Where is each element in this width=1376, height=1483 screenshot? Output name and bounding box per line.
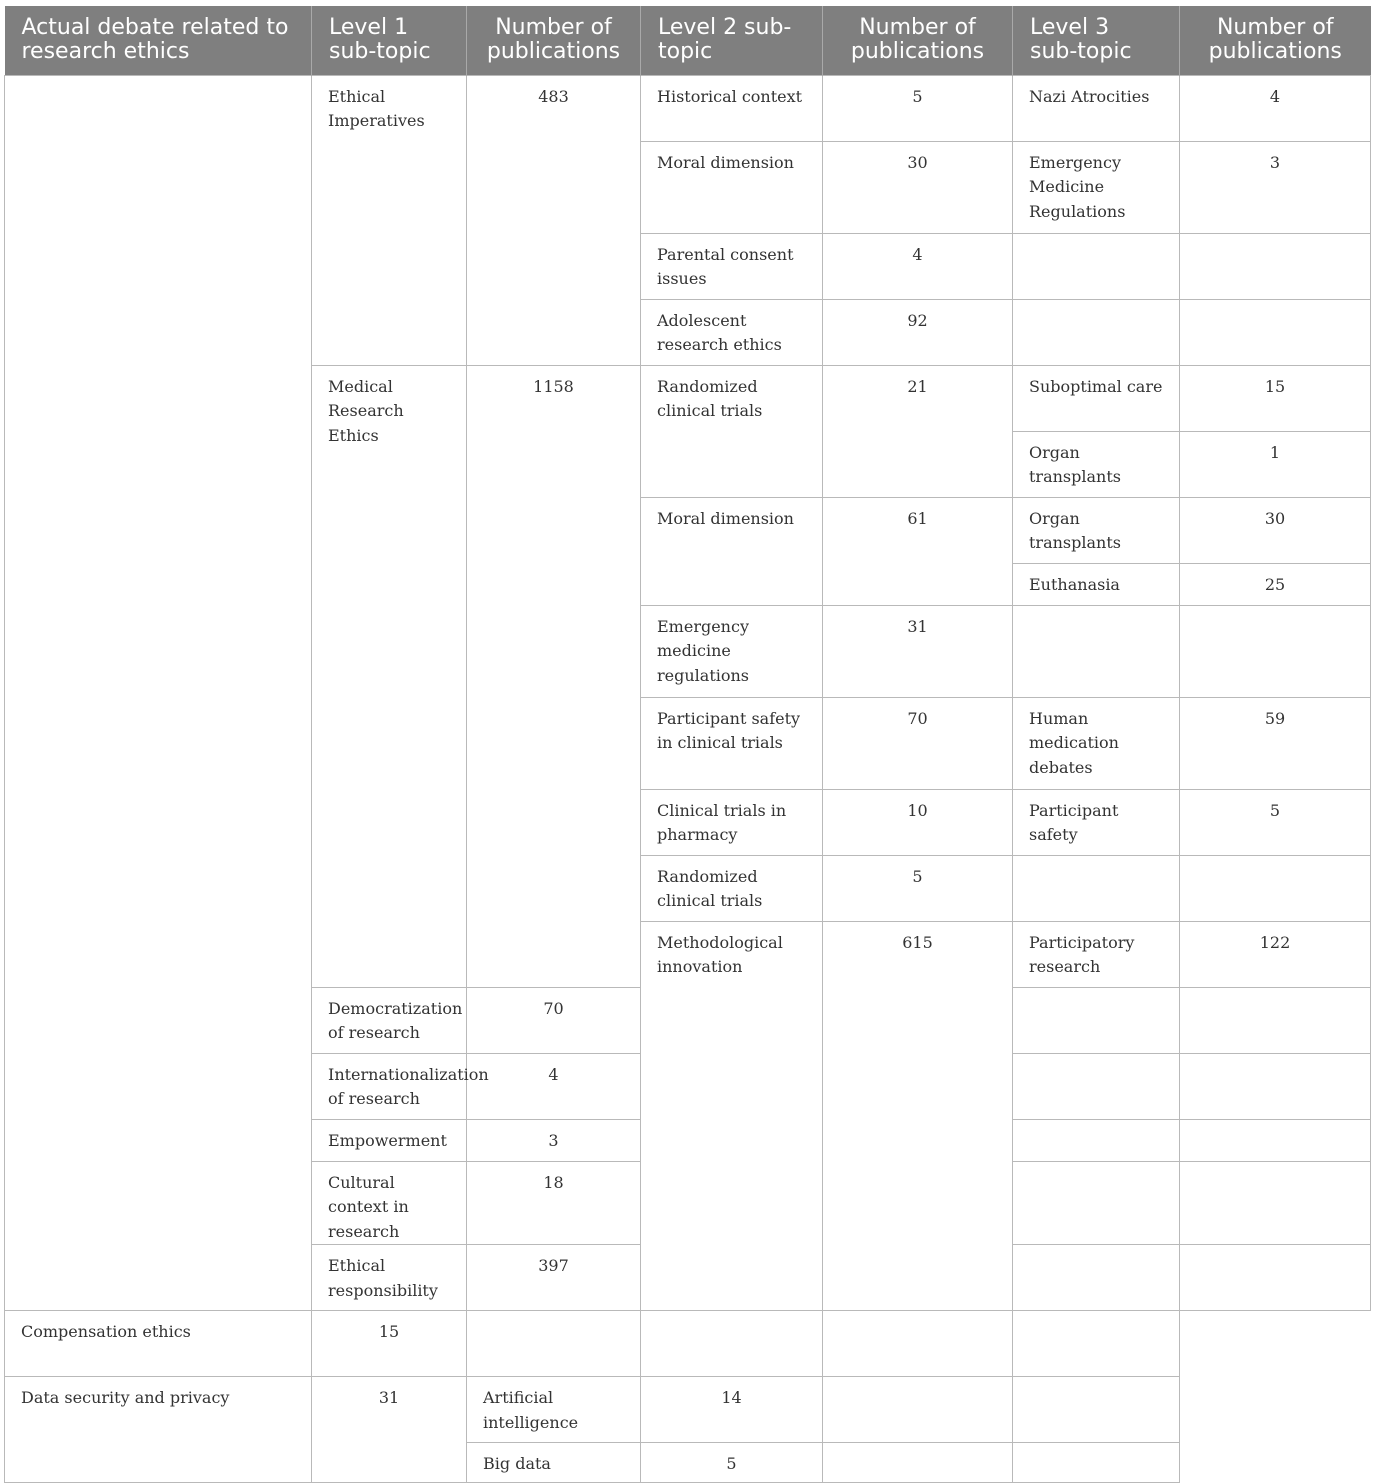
level3-count-empty bbox=[1180, 987, 1371, 1053]
level1-count: 483 bbox=[467, 75, 641, 365]
level2-topic: Democratization of research bbox=[312, 987, 467, 1053]
level3-count-empty bbox=[1180, 1245, 1371, 1311]
level2-topic: Clinical trials in pharmacy bbox=[641, 789, 823, 855]
header-level2: Level 2 sub-topic bbox=[641, 6, 823, 75]
level2-topic: Empowerment bbox=[312, 1119, 467, 1161]
level3-count: 25 bbox=[1180, 563, 1371, 605]
header-count1: Number of publications bbox=[467, 6, 641, 75]
level3-topic: Organ transplants bbox=[1013, 431, 1180, 497]
table-row bbox=[5, 1311, 1371, 1377]
level3-count: 3 bbox=[1180, 141, 1371, 233]
level2-count: 10 bbox=[823, 789, 1013, 855]
level3-count: 30 bbox=[1180, 497, 1371, 563]
level1-topic: Compensation ethics bbox=[5, 1311, 312, 1377]
level3-count-empty bbox=[1013, 1311, 1180, 1377]
level2-count: 5 bbox=[823, 855, 1013, 921]
level2-topic: Big data bbox=[467, 1443, 641, 1483]
level3-topic: Participant safety bbox=[1013, 789, 1180, 855]
level2-count: 70 bbox=[467, 987, 641, 1053]
level1-count: 1158 bbox=[467, 365, 641, 987]
research-ethics-table bbox=[4, 6, 1371, 1483]
table-row bbox=[5, 1377, 1371, 1443]
level1-count: 15 bbox=[312, 1311, 467, 1377]
level2-topic: Emergency medicine regulations bbox=[641, 605, 823, 697]
level2-topic: Moral dimension bbox=[641, 497, 823, 605]
level3-count-empty bbox=[1180, 299, 1371, 365]
header-level3: Level 3 sub-topic bbox=[1013, 6, 1180, 75]
header-debate: Actual debate related to research ethics bbox=[5, 6, 312, 75]
level2-topic: Cultural context in research bbox=[312, 1161, 467, 1245]
level2-topic: Ethical responsibility bbox=[312, 1245, 467, 1311]
level2-empty bbox=[467, 1311, 641, 1377]
level3-count-empty bbox=[1180, 233, 1371, 299]
level3-empty bbox=[823, 1377, 1013, 1443]
level2-count: 122 bbox=[1180, 921, 1371, 987]
level1-topic: Methodological innovation bbox=[641, 921, 823, 1311]
level3-count-empty bbox=[1180, 855, 1371, 921]
level3-count-empty bbox=[1180, 1161, 1371, 1245]
level3-count: 15 bbox=[1180, 365, 1371, 431]
level2-topic: Participatory research bbox=[1013, 921, 1180, 987]
level3-count: 1 bbox=[1180, 431, 1371, 497]
level3-count-empty bbox=[1013, 1377, 1180, 1443]
level2-topic: Moral dimension bbox=[641, 141, 823, 233]
level2-count: 397 bbox=[467, 1245, 641, 1311]
level1-topic: Data security and privacy bbox=[5, 1377, 312, 1483]
level2-count: 3 bbox=[467, 1119, 641, 1161]
level3-empty bbox=[1013, 1245, 1180, 1311]
level2-topic: Artificial intelligence bbox=[467, 1377, 641, 1443]
level1-count: 615 bbox=[823, 921, 1013, 1311]
table-row bbox=[5, 75, 1371, 141]
level3-empty bbox=[1013, 987, 1180, 1053]
level2-topic: Participant safety in clinical trials bbox=[641, 697, 823, 789]
header-row bbox=[5, 6, 1371, 75]
level2-topic: Randomized clinical trials bbox=[641, 855, 823, 921]
level1-topic: Ethical Imperatives bbox=[312, 75, 467, 365]
level3-count: 59 bbox=[1180, 697, 1371, 789]
level2-count: 92 bbox=[823, 299, 1013, 365]
table-header bbox=[5, 6, 1371, 75]
debate-cell bbox=[5, 75, 312, 1311]
level2-count: 5 bbox=[823, 75, 1013, 141]
level3-empty bbox=[1013, 855, 1180, 921]
level3-count-empty bbox=[1013, 1443, 1180, 1483]
level3-topic: Euthanasia bbox=[1013, 563, 1180, 605]
level1-topic: Medical Research Ethics bbox=[312, 365, 467, 987]
level2-topic: Historical context bbox=[641, 75, 823, 141]
level3-count: 5 bbox=[1180, 789, 1371, 855]
level2-count: 61 bbox=[823, 497, 1013, 605]
level2-topic: Internationalization of research bbox=[312, 1053, 467, 1119]
level2-count: 18 bbox=[467, 1161, 641, 1245]
level3-count-empty bbox=[1180, 1119, 1371, 1161]
header-level1: Level 1 sub-topic bbox=[312, 6, 467, 75]
level3-topic: Organ transplants bbox=[1013, 497, 1180, 563]
level2-count: 30 bbox=[823, 141, 1013, 233]
level2-topic: Randomized clinical trials bbox=[641, 365, 823, 497]
level2-count: 4 bbox=[823, 233, 1013, 299]
level3-empty bbox=[1013, 1053, 1180, 1119]
level3-empty bbox=[1013, 299, 1180, 365]
level3-empty bbox=[823, 1311, 1013, 1377]
level3-topic: Nazi Atrocities bbox=[1013, 75, 1180, 141]
header-count3: Number of publications bbox=[1180, 6, 1371, 75]
level3-count-empty bbox=[1180, 1053, 1371, 1119]
level3-count-empty bbox=[1180, 605, 1371, 697]
level2-count: 21 bbox=[823, 365, 1013, 497]
level3-empty bbox=[1013, 233, 1180, 299]
level3-empty bbox=[1013, 1161, 1180, 1245]
level2-count: 5 bbox=[641, 1443, 823, 1483]
level3-topic: Human medication debates bbox=[1013, 697, 1180, 789]
level3-empty bbox=[1013, 1119, 1180, 1161]
level2-count: 31 bbox=[823, 605, 1013, 697]
level3-topic: Suboptimal care bbox=[1013, 365, 1180, 431]
level2-topic: Adolescent research ethics bbox=[641, 299, 823, 365]
level2-count: 70 bbox=[823, 697, 1013, 789]
table-body bbox=[5, 75, 1371, 1483]
header-count2: Number of publications bbox=[823, 6, 1013, 75]
level2-count: 14 bbox=[641, 1377, 823, 1443]
level2-count-empty bbox=[641, 1311, 823, 1377]
level3-empty bbox=[823, 1443, 1013, 1483]
level1-count: 31 bbox=[312, 1377, 467, 1483]
level3-empty bbox=[1013, 605, 1180, 697]
level3-count: 4 bbox=[1180, 75, 1371, 141]
level3-topic: Emergency Medicine Regulations bbox=[1013, 141, 1180, 233]
level2-count: 4 bbox=[467, 1053, 641, 1119]
level2-topic: Parental consent issues bbox=[641, 233, 823, 299]
